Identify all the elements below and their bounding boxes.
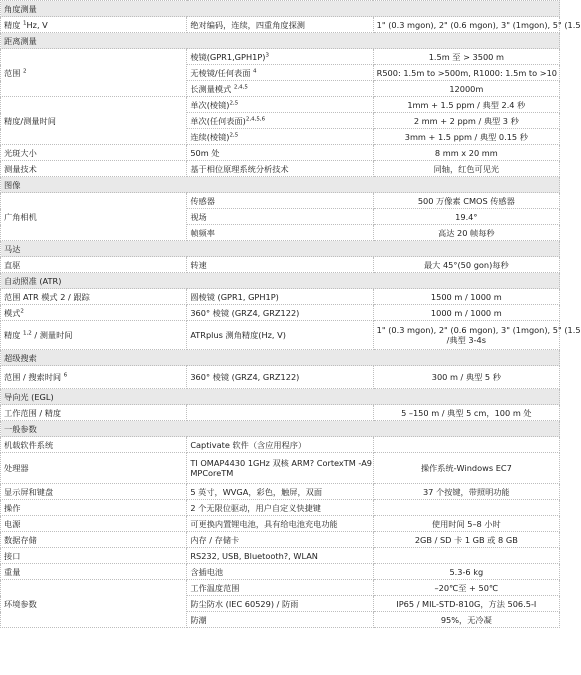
row-label: 数据存储 [1,532,187,548]
row-value: 1000 m / 1000 m [373,305,559,321]
row-label: 范围 / 搜索时间 $^6$ [1,366,187,389]
table-row [1,289,560,305]
row-value: 2GB / SD 卡 1 GB 或 8 GB [373,532,559,548]
row-label: 工作范围 / 精度 [1,405,187,421]
row-value: 1mm + 1.5 ppm / 典型 2.4 秒 [373,97,559,113]
row-value: 12000m [373,81,559,97]
section-row-angle [1,1,560,17]
table-row [1,145,560,161]
row-subject: 单次(任何表面)$^{2,4,5,6}$ [187,113,373,129]
row-subject: 棱镜$(GPR1,GPH1P)^3$ [187,49,373,65]
table-row [1,516,560,532]
row-label: 广角相机 [1,193,187,241]
row-label: 测量技术 [1,161,187,177]
row-value: 3mm + 1.5 ppm / 典型 0.15 秒 [373,129,559,145]
table-row [1,97,560,113]
row-subject: 防尘防水 (IEC 60529) / 防雨 [187,596,373,612]
row-value: IP65 / MIL-STD-810G，方法 506.5-I [373,596,559,612]
row-label: 显示屏和键盘 [1,484,187,500]
row-subject: 50m 处 [187,145,373,161]
row-value [373,500,559,516]
section-row-distance [1,33,560,49]
row-label: 光斑大小 [1,145,187,161]
row-label: 范围 $^2$ [1,49,187,97]
row-subject: 帧频率 [187,225,373,241]
row-value: 1" (0.3 mgon), 2" (0.6 mgon), 3" (1mgon), 5" (1.5 [373,17,559,33]
row-value: 5 –150 m / 典型 5 cm，100 m 处 [373,405,559,421]
row-subject: Captivate 软件（含应用程序） [187,437,373,453]
row-subject: 绝对编码，连续，四重角度探测 [187,17,373,33]
row-label: 接口 [1,548,187,564]
section-title: 图像 [1,177,560,193]
row-subject: TI OMAP4430 1GHz 双核 ARM? CortexTM -A9 MPCoreTM [187,453,373,484]
table-row [1,548,560,564]
row-subject: 可更换内置锂电池，具有给电池充电功能 [187,516,373,532]
row-subject: 圆棱镜 (GPR1, GPH1P) [187,289,373,305]
section-title: 自动照准 (ATR) [1,273,560,289]
row-label: 精度 $^{1,2}$ / 测量时间 [1,321,187,350]
table-row [1,17,560,33]
row-label: 模式$^2$ [1,305,187,321]
row-subject: 转速 [187,257,373,273]
row-subject: 长测量模式 $^{2,4,5}$ [187,81,373,97]
table-row [1,49,560,65]
row-subject: 5 英寸，WVGA，彩色，触屏，双面 [187,484,373,500]
table-row [1,193,560,209]
table-row [1,305,560,321]
row-value [373,437,559,453]
table-row [1,366,560,389]
section-row-atr [1,273,560,289]
section-row-powersearch [1,350,560,366]
section-title: 超级搜索 [1,350,560,366]
table-row [1,580,560,596]
section-row-image [1,177,560,193]
row-value: 5.3-6 kg [373,564,559,580]
row-label: 机载软件系统 [1,437,187,453]
row-label: 重量 [1,564,187,580]
row-subject: 含插电池 [187,564,373,580]
table-row [1,484,560,500]
row-subject: 传感器 [187,193,373,209]
row-subject: 2 个无限位驱动，用户自定义快捷键 [187,500,373,516]
row-value: 1.5m 至 > 3500 m [373,49,559,65]
row-value: 300 m / 典型 5 秒 [373,366,559,389]
row-value: –20℃至 + 50℃ [373,580,559,596]
section-title: 一般参数 [1,421,560,437]
row-subject: 内存 / 存储卡 [187,532,373,548]
section-title: 导向光 (EGL) [1,389,560,405]
row-value: 操作系统-Windows EC7 [373,453,559,484]
row-label: 直驱 [1,257,187,273]
row-value [373,548,559,564]
table-row [1,405,560,421]
row-label: 处理器 [1,453,187,484]
row-value: 500 万像素 CMOS 传感器 [373,193,559,209]
row-label: 环境参数 [1,580,187,628]
row-label: 精度/测量时间 [1,97,187,145]
section-title: 角度测量 [1,1,560,17]
section-row-motor [1,241,560,257]
row-value: 2 mm + 2 ppm / 典型 3 秒 [373,113,559,129]
row-subject: 视场 [187,209,373,225]
row-subject: 360° 棱镜 (GRZ4, GRZ122) [187,366,373,389]
section-row-egl [1,389,560,405]
section-row-general [1,421,560,437]
row-value: 高达 20 帧每秒 [373,225,559,241]
row-value: 19.4° [373,209,559,225]
table-row [1,500,560,516]
row-value: 37 个按键，带照明功能 [373,484,559,500]
table-row [1,532,560,548]
row-label: 电源 [1,516,187,532]
row-value: 8 mm x 20 mm [373,145,559,161]
row-label: 精度 $^1$Hz, V [1,17,187,33]
row-subject: 工作温度范围 [187,580,373,596]
row-subject: RS232, USB, Bluetooth?, WLAN [187,548,373,564]
row-label: 范围 ATR 模式 2 / 跟踪 [1,289,187,305]
row-value: R500: 1.5m to >500m, R1000: 1.5m to >10 [373,65,559,81]
row-value: 使用时间 5–8 小时 [373,516,559,532]
table-row [1,453,560,484]
section-title: 距离测量 [1,33,560,49]
table-row [1,564,560,580]
row-value: 最大 45°(50 gon)每秒 [373,257,559,273]
table-row [1,437,560,453]
row-subject: 防潮 [187,612,373,628]
row-subject [187,405,373,421]
row-subject: ATRplus 测角精度(Hz, V) [187,321,373,350]
row-value: 1" (0.3 mgon), 2" (0.6 mgon), 3" (1mgon), 5" (1.5 /典型 3-4s [373,321,559,350]
row-subject: 连续(棱镜)$^{2,5}$ [187,129,373,145]
table-row [1,257,560,273]
section-title: 马达 [1,241,560,257]
row-value: 同轴，红色可见光 [373,161,559,177]
table-row [1,321,560,350]
row-value: 95%，无冷凝 [373,612,559,628]
row-subject: 无棱镜/任何表面 $^4$ [187,65,373,81]
table-row [1,161,560,177]
row-subject: 360° 棱镜 (GRZ4, GRZ122) [187,305,373,321]
row-label: 操作 [1,500,187,516]
row-subject: 单次(棱镜)$^{2,5}$ [187,97,373,113]
row-subject: 基于相位原理系统分析技术 [187,161,373,177]
row-value: 1500 m / 1000 m [373,289,559,305]
